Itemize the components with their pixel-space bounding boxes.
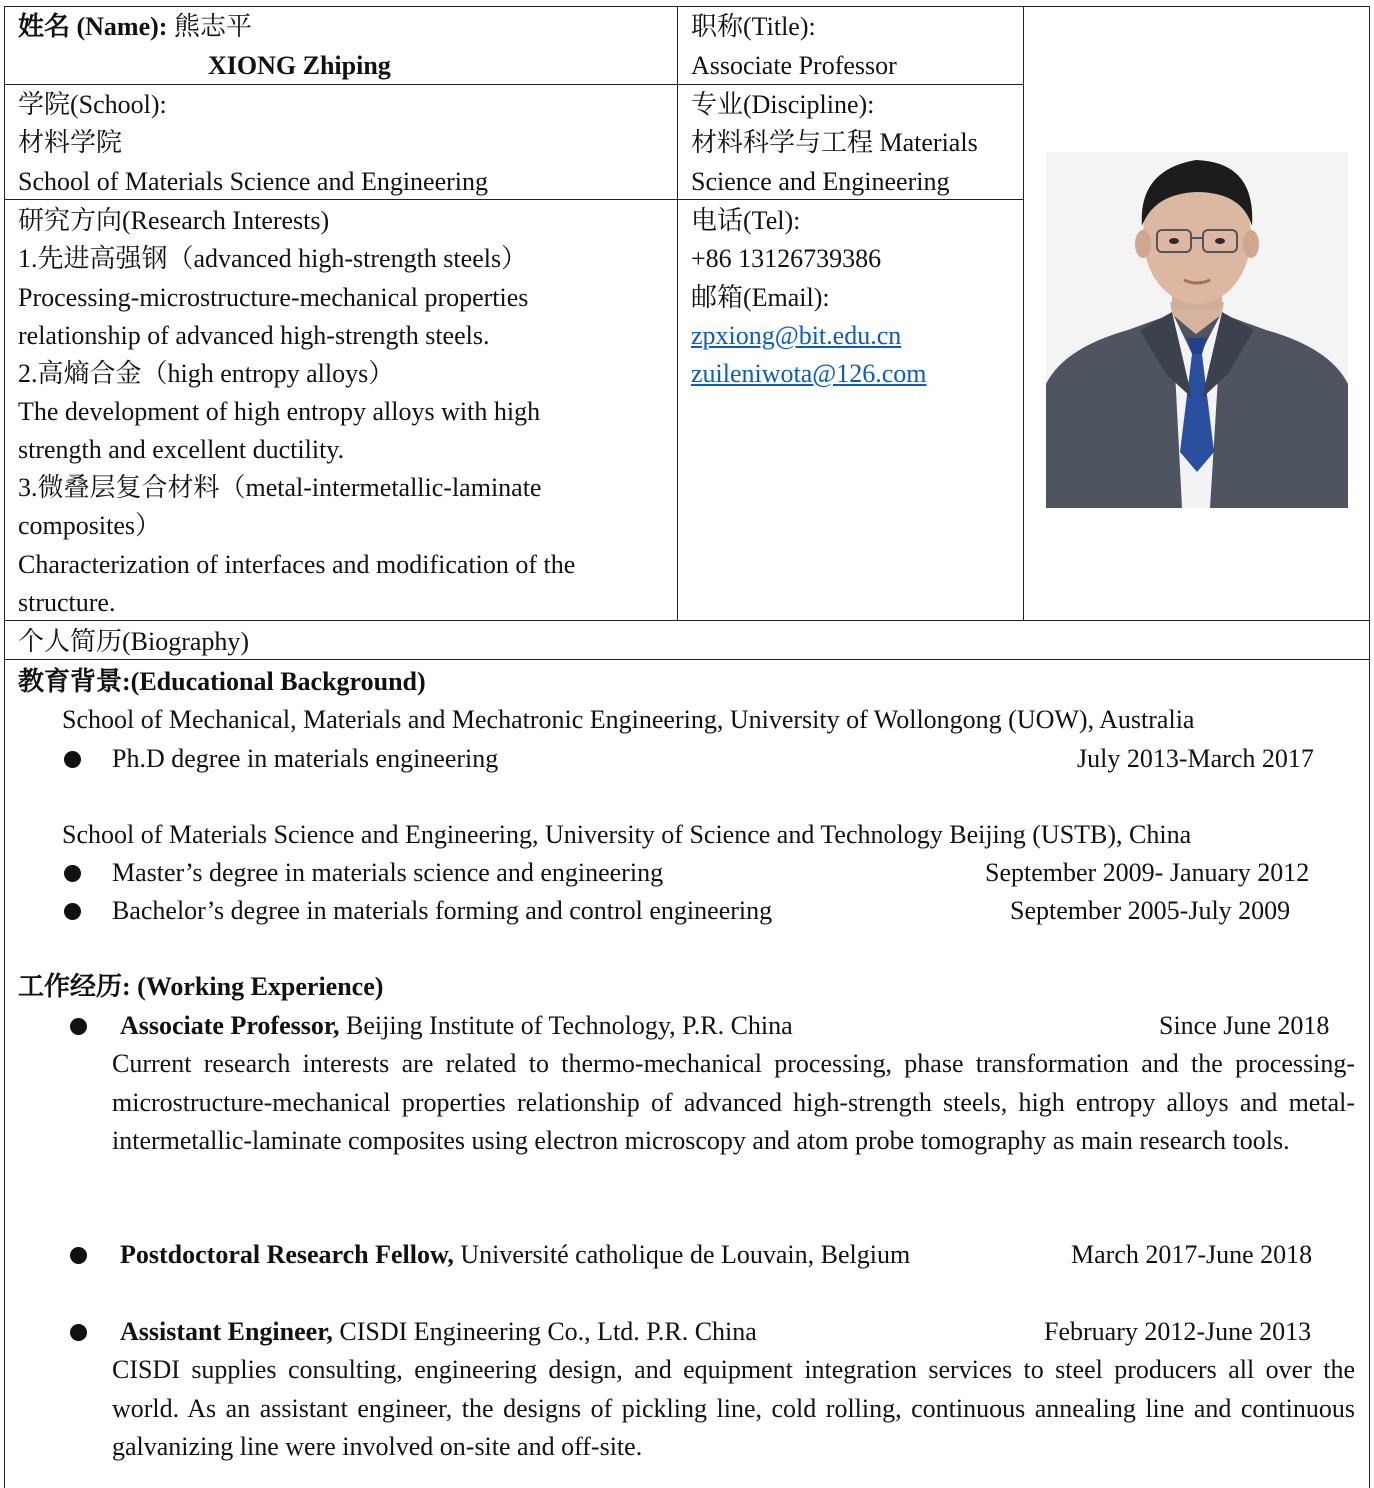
research-line: strength and excellent ductility.	[18, 435, 345, 464]
education-heading-en: (Educational Background)	[130, 667, 426, 696]
bullet-icon	[64, 903, 81, 920]
job-org: Université catholique de Louvain, Belgium	[453, 1240, 911, 1269]
name-label-text: 姓名 (Name):	[18, 12, 168, 41]
job-description: CISDI supplies consulting, engineering design, and equipment integration services to steel producers all over the world. As an assistant engineer, the designs of pickling line, cold rolling, continuous annealing line and continuous galvanizing line were involved on-site and off-site.	[112, 1355, 1355, 1461]
col-divider-2	[1023, 6, 1024, 621]
date-bachelor: September 2005-July 2009	[1010, 896, 1291, 925]
email-label: 邮箱(Email):	[691, 283, 830, 312]
name-label	[18, 8, 252, 46]
job-associate-professor	[120, 1007, 793, 1045]
school-chinese: 材料学院	[18, 128, 123, 157]
row-divider-3	[4, 620, 1370, 621]
job-title: Postdoctoral Research Fellow,	[120, 1240, 454, 1269]
date-master: September 2009- January 2012	[985, 858, 1310, 887]
name-chinese: 熊志平	[173, 12, 252, 41]
discipline-line-2: Science and Engineering	[691, 167, 950, 196]
school-english: School of Materials Science and Engineering	[18, 167, 489, 196]
research-heading: 研究方向(Research Interests)	[18, 206, 330, 235]
education-heading-cn: 教育背景:	[18, 667, 131, 696]
bullet-icon	[70, 1247, 87, 1264]
portrait-illustration	[1046, 152, 1348, 508]
degree-master: Master’s degree in materials science and engineering	[112, 858, 664, 887]
bullet-icon	[70, 1324, 87, 1341]
education-heading	[18, 663, 426, 701]
research-line: 2.高熵合金（high entropy alloys）	[18, 359, 395, 388]
tel-value: +86 13126739386	[691, 244, 882, 273]
work-heading-en: (Working Experience)	[130, 972, 384, 1001]
discipline-line-1: 材料科学与工程 Materials	[691, 128, 978, 157]
name-english: XIONG Zhiping	[208, 51, 391, 80]
email-link-bit[interactable]: zpxiong@bit.edu.cn	[691, 321, 902, 350]
research-line: relationship of advanced high-strength steels.	[18, 321, 490, 350]
tel-label: 电话(Tel):	[691, 206, 801, 235]
job-date: Since June 2018	[1159, 1011, 1330, 1040]
education-school-uow: School of Mechanical, Materials and Mechatronic Engineering, University of Wollongong (UOW), Australia	[62, 705, 1195, 734]
research-line: 1.先进高强钢（advanced high-strength steels）	[18, 244, 528, 273]
degree-bachelor: Bachelor’s degree in materials forming and control engineering	[112, 896, 773, 925]
education-school-ustb: School of Materials Science and Engineering, University of Science and Technology Beijing (USTB), China	[62, 820, 1192, 849]
degree-phd: Ph.D degree in materials engineering	[112, 744, 499, 773]
job-title: Assistant Engineer,	[120, 1317, 333, 1346]
portrait-photo	[1046, 152, 1348, 508]
discipline-label: 专业(Discipline):	[691, 90, 875, 119]
bullet-icon	[70, 1018, 87, 1035]
research-line: The development of high entropy alloys with high	[18, 397, 541, 426]
job-description: Current research interests are related to thermo-mechanical processing, phase transformation and the processing-microstructure-mechanical properties relationship of advanced high-strength steels, high entropy alloys and metal-intermetallic-laminate composites using electron microscopy and atom probe tomography as main research tools.	[112, 1049, 1355, 1155]
job-title: Associate Professor,	[120, 1011, 340, 1040]
research-line: structure.	[18, 588, 116, 617]
job-assistant-engineer	[120, 1313, 757, 1351]
job-postdoc	[120, 1236, 910, 1274]
job-date: March 2017-June 2018	[1071, 1240, 1313, 1269]
research-line: Characterization of interfaces and modification of the	[18, 550, 576, 579]
col-divider-1	[677, 6, 678, 621]
work-heading	[18, 968, 383, 1006]
title-value: Associate Professor	[691, 51, 897, 80]
biography-heading: 个人简历(Biography)	[18, 627, 250, 656]
research-line: composites）	[18, 511, 161, 540]
job-org: CISDI Engineering Co., Ltd. P.R. China	[332, 1317, 757, 1346]
date-phd: July 2013-March 2017	[1077, 744, 1314, 773]
title-label: 职称(Title):	[691, 12, 816, 41]
school-label: 学院(School):	[18, 90, 167, 119]
job-org: Beijing Institute of Technology, P.R. China	[339, 1011, 793, 1040]
email-link-126[interactable]: zuileniwota@126.com	[691, 359, 927, 388]
research-line: 3.微叠层复合材料（metal-intermetallic-laminate	[18, 473, 542, 502]
bullet-icon	[64, 751, 81, 768]
research-line: Processing-microstructure-mechanical properties	[18, 283, 529, 312]
bullet-icon	[64, 865, 81, 882]
work-heading-cn: 工作经历:	[18, 972, 131, 1001]
job-date: February 2012-June 2013	[1044, 1317, 1312, 1346]
